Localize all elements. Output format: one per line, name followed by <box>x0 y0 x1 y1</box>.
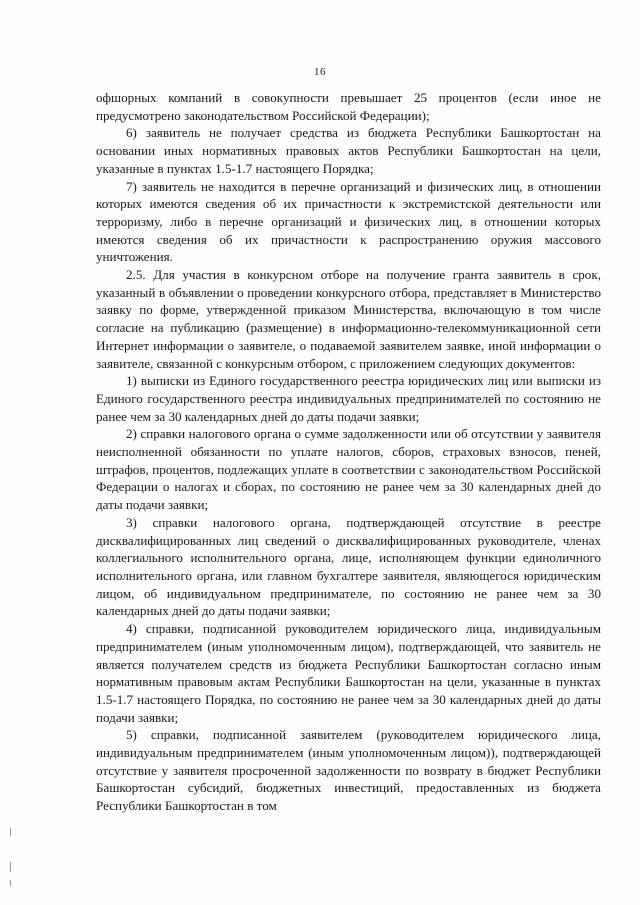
scan-mark <box>10 862 11 872</box>
paragraph-continuation: офшорных компаний в совокупности превышает 25 процентов (если иное не предусмотрено законодательством Российской Федерации); <box>96 90 601 123</box>
paragraph-doc-3: 3) справки налогового органа, подтверждающей отсутствие в реестре дисквалифицированных лиц сведений о дисквалифицированных руководителе, членах коллегиального исполнительного органа, лице, исполняющем функции единоличного исполнительного органа, или главном бухгалтере заявителя, являющегося юридическим лицом, об индивидуальном предпринимателе, по состоянию не ранее чем за 30 календарных дней до даты подачи заявки; <box>96 514 601 619</box>
paragraph-doc-4: 4) справки, подписанной руководителем юридического лица, индивидуальным предпринимателем (иным уполномоченным лицом), подтверждающей, что заявитель не является получателем средств из бюджета Республики Башкортостан согласно иным нормативным правовым актам Республики Башкортостан на цели, указанные в пунктах 1.5-1.7 настоящего Порядка, по состоянию не ранее чем за 30 календарных дней до даты подачи заявки; <box>96 621 601 725</box>
document-body <box>96 89 601 815</box>
page-number: 16 <box>314 66 326 78</box>
paragraph-doc-5: 5) справки, подписанной заявителем (руководителем юридического лица, индивидуальным предпринимателем (иным уполномоченным лицом)), подтверждающей отсутствие у заявителя просроченной задолженности по возврату в бюджет Республики Башкортостан субсидий, бюджетных инвестиций, предоставленных из бюджета Республики Башкортостан в том <box>96 727 601 814</box>
paragraph-doc-1: 1) выписки из Единого государственного реестра юридических лиц или выписки из Единого государственного реестра индивидуальных предпринимателей по состоянию не ранее чем за 30 календарных дней до даты подачи заявки; <box>96 373 601 424</box>
scan-margin-marks <box>10 828 14 888</box>
scan-mark <box>10 880 11 886</box>
scan-mark <box>10 828 11 836</box>
paragraph-section-2-5: 2.5. Для участия в конкурсном отборе на получение гранта заявитель в срок, указанный в объявлении о проведении конкурсного отбора, представляет в Министерство заявку по форме, утвержденной приказом Министерства, включающую в том числе согласие на публикацию (размещение) в информационно-телекоммуникационной сети Интернет информации о заявителе, о подаваемой заявителем заявке, иной информации о заявителе, связанной с конкурсным отбором, с приложением следующих документов: <box>96 267 601 371</box>
paragraph-item-7: 7) заявитель не находится в перечне организаций и физических лиц, в отношении которых имеются сведения об их причастности к экстремистской деятельности или терроризму, либо в перечне организаций и физических лиц, в отношении которых имеются сведения об их причастности к распространению оружия массового уничтожения. <box>96 178 601 265</box>
paragraph-doc-2: 2) справки налогового органа о сумме задолженности или об отсутствии у заявителя неисполненной обязанности по уплате налогов, сборов, страховых взносов, пеней, штрафов, процентов, подлежащих уплате в соответствии с законодательством Российской Федерации о налогах и сборах, по состоянию не ранее чем за 30 календарных дней до даты подачи заявки; <box>96 426 601 513</box>
paragraph-item-6: 6) заявитель не получает средства из бюджета Республики Башкортостан на основании иных нормативных правовых актов Республики Башкортостан на цели, указанные в пунктах 1.5-1.7 настоящего Порядка; <box>96 125 601 176</box>
